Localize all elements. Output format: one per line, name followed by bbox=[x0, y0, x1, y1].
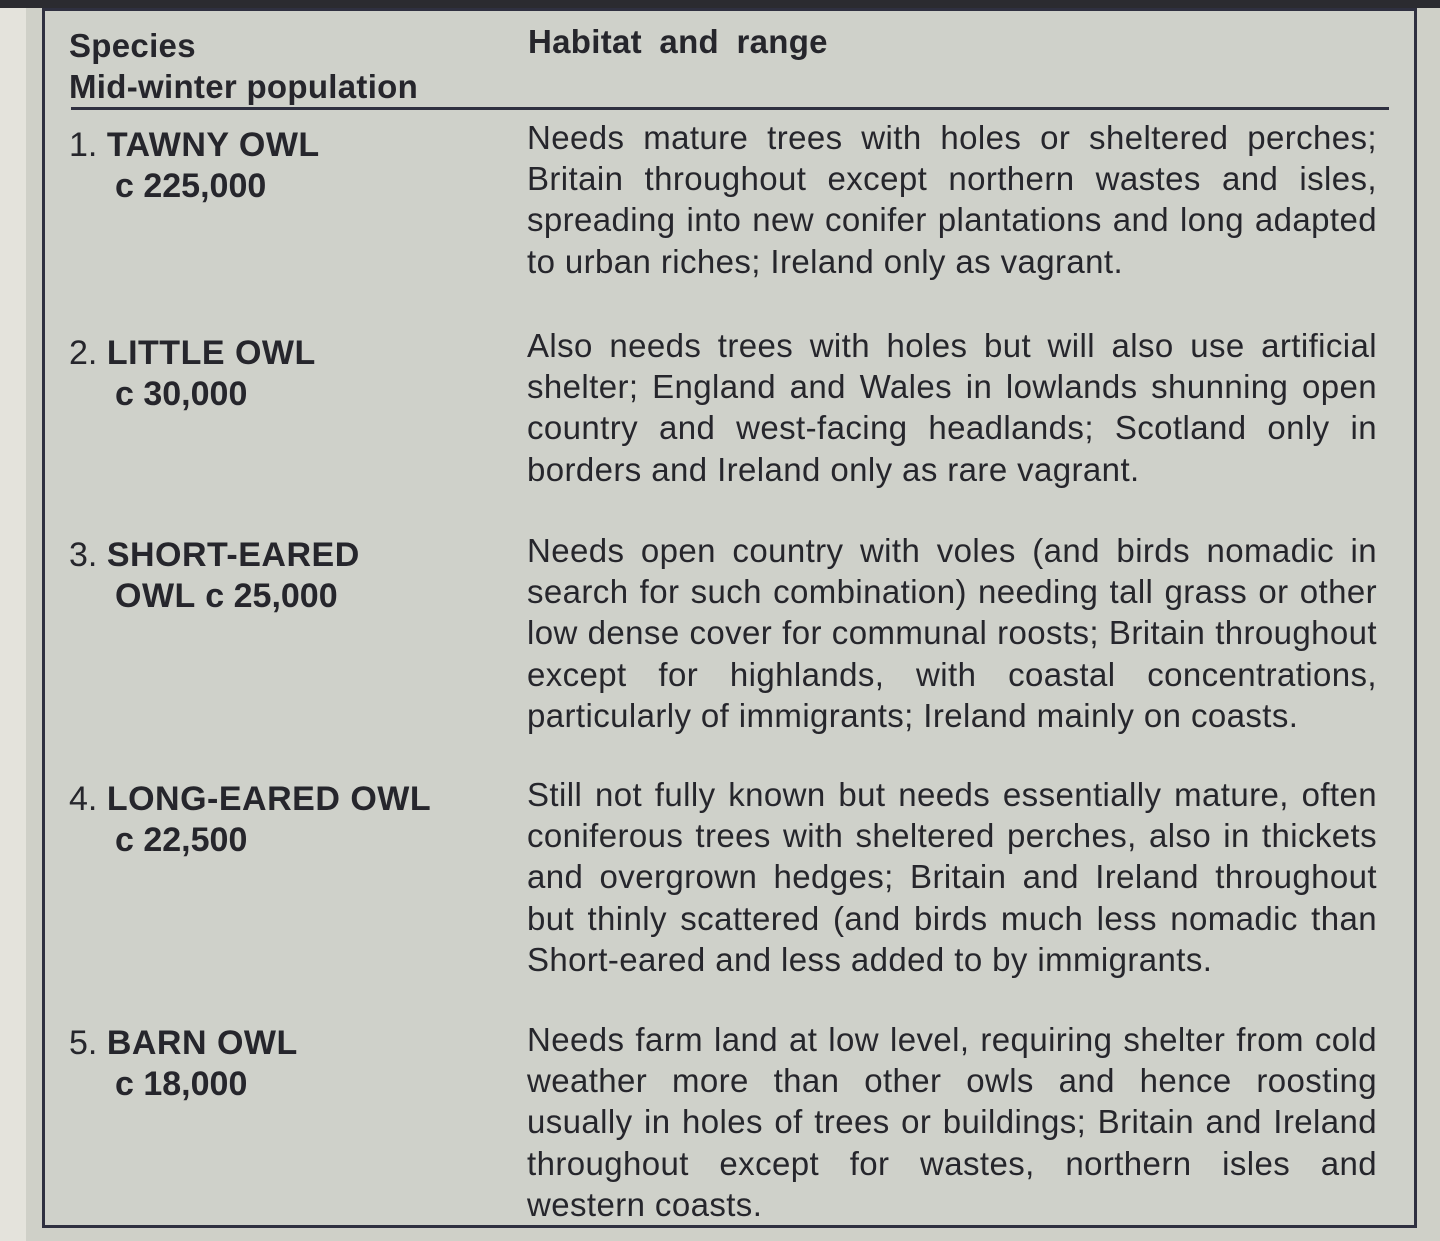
habitat-cell-barn-owl: Needs farm land at low level, requiring shelter from cold weather more than other owls and hence roosting usually in holes of trees or buildings; Britain and Ireland throughout except for wastes, northern isles and western coasts. bbox=[527, 1021, 1377, 1223]
species-population: c 225,000 bbox=[115, 167, 267, 205]
habitat-cell-tawny-owl: Needs mature trees with holes or sheltered perches; Britain throughout except northern wastes and isles, spreading into new conifer plantations and long adapted to urban riches; Ireland only as vagrant. bbox=[527, 119, 1377, 280]
species-name: LONG-EARED OWL bbox=[106, 780, 432, 818]
species-name: TAWNY OWL bbox=[106, 126, 320, 164]
top-dark-band bbox=[0, 0, 1440, 8]
species-cell-tawny-owl bbox=[69, 125, 509, 207]
habitat-cell-long-eared-owl: Still not fully known but needs essentially mature, often coniferous trees with sheltered perches, also in thickets and overgrown hedges; Britain and Ireland throughout but thinly scattered (and birds much less nomadic than Short-eared and less added to by immigrants. bbox=[527, 776, 1377, 978]
page-margin bbox=[0, 8, 26, 1241]
species-number: 3. bbox=[69, 536, 98, 574]
species-population: c 18,000 bbox=[115, 1065, 248, 1103]
species-cell-barn-owl bbox=[69, 1023, 509, 1105]
species-name: SHORT-EARED bbox=[106, 536, 360, 574]
header-divider bbox=[71, 107, 1389, 110]
species-number: 5. bbox=[69, 1024, 98, 1062]
species-header-line2: Mid-winter population bbox=[69, 68, 419, 105]
species-name: LITTLE OWL bbox=[106, 334, 316, 372]
species-population: c 22,500 bbox=[115, 821, 248, 859]
species-cell-long-eared-owl bbox=[69, 779, 509, 861]
species-name: BARN OWL bbox=[106, 1024, 298, 1062]
species-name-line2: OWL bbox=[115, 577, 196, 615]
species-number: 2. bbox=[69, 334, 98, 372]
species-population: c 30,000 bbox=[115, 375, 248, 413]
species-column-header bbox=[69, 25, 418, 107]
species-cell-little-owl bbox=[69, 333, 509, 415]
species-number: 1. bbox=[69, 126, 98, 164]
habitat-cell-little-owl: Also needs trees with holes but will also use artificial shelter; England and Wales in lowlands shunning open country and west-facing headlands; Scotland only in borders and Ireland only as rare vagrant. bbox=[527, 327, 1377, 488]
species-population: c 25,000 bbox=[205, 577, 338, 615]
habitat-column-header: Habitat and range bbox=[528, 23, 828, 60]
species-cell-short-eared-owl bbox=[69, 535, 509, 617]
species-header-line1: Species bbox=[69, 27, 196, 64]
species-number: 4. bbox=[69, 780, 98, 818]
habitat-cell-short-eared-owl: Needs open country with voles (and birds nomadic in search for such combination) needing tall grass or other low dense cover for communal roosts; Britain throughout except for highlands, with coastal concentrations, particularly of immigrants; Ireland mainly on coasts. bbox=[527, 532, 1377, 734]
owl-population-table bbox=[42, 8, 1417, 1228]
